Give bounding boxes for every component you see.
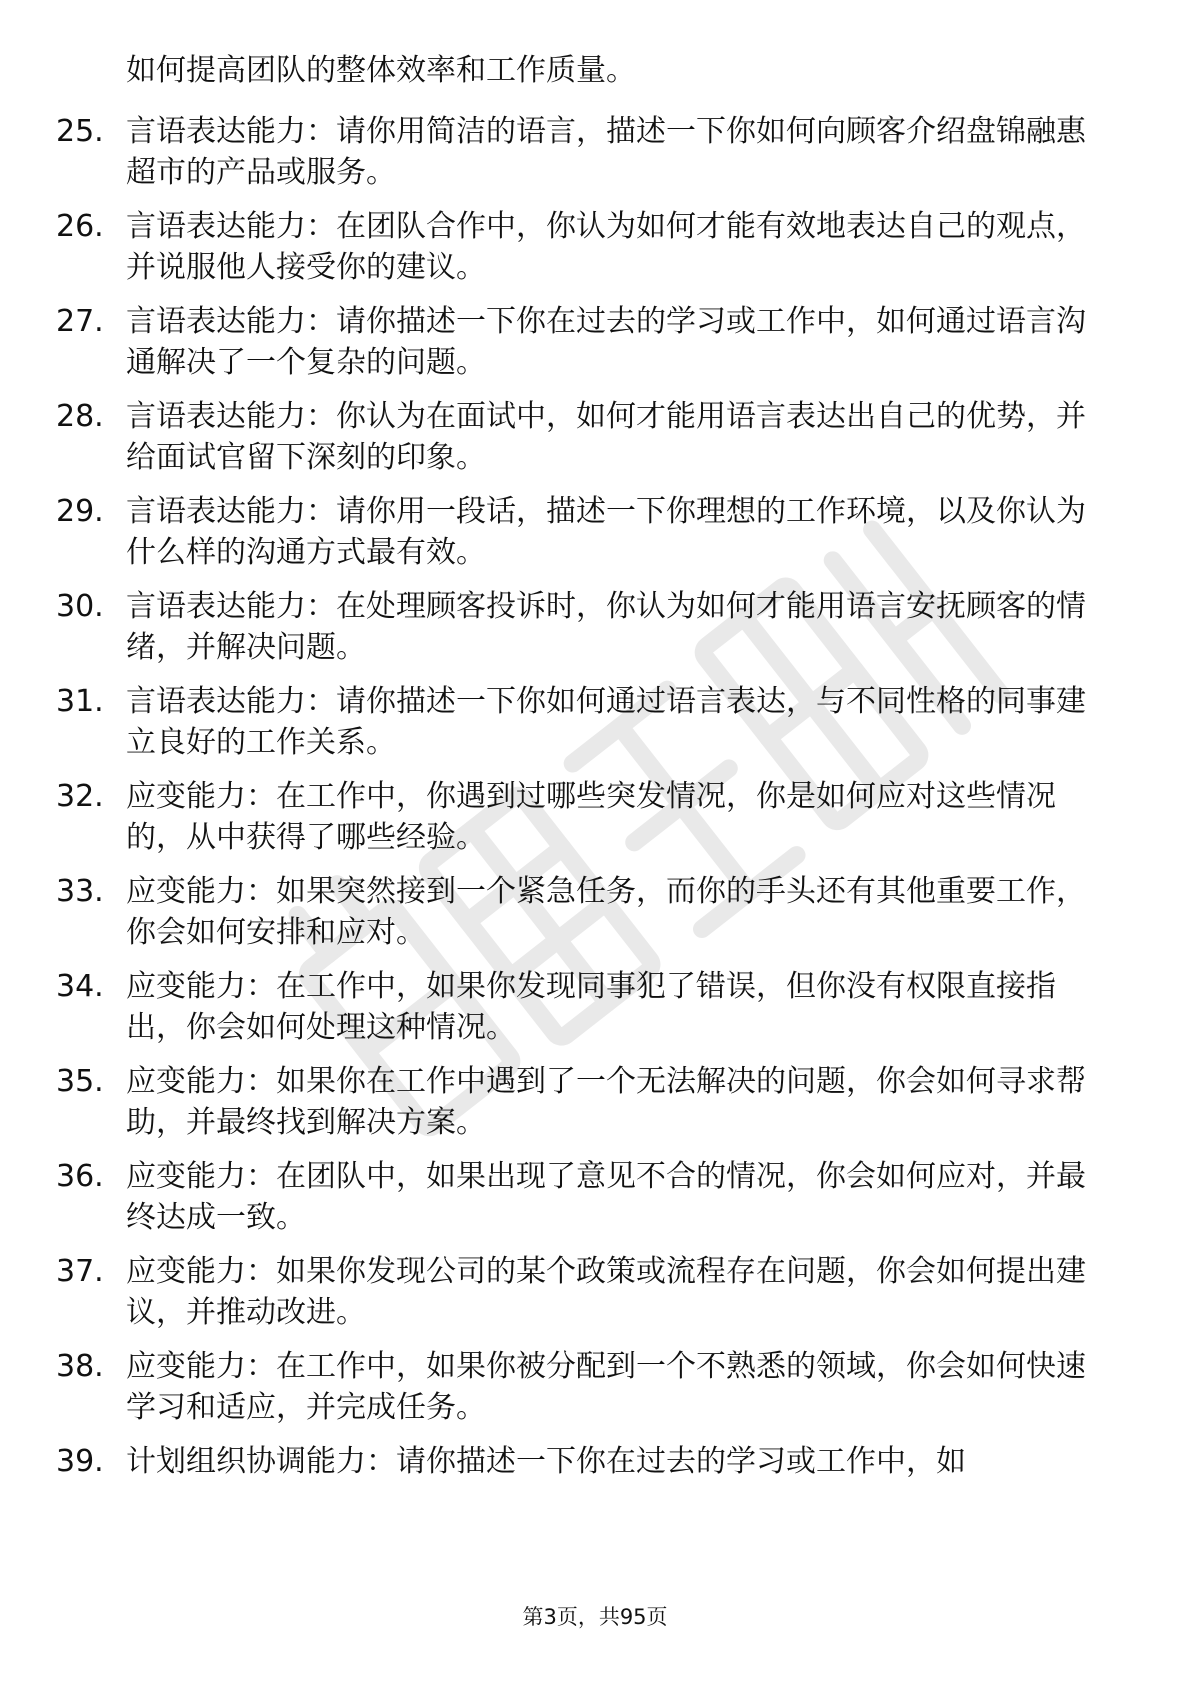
question-number: 26. — [56, 209, 104, 244]
list-item — [0, 776, 1190, 866]
list-item — [0, 1251, 1190, 1341]
question-number: 37. — [56, 1254, 104, 1289]
question-text: 言语表达能力：在处理顾客投诉时，你认为如何才能用语言安抚顾客的情绪，并解决问题。 — [126, 589, 1086, 665]
question-number: 35. — [56, 1064, 104, 1099]
question-text: 计划组织协调能力：请你描述一下你在过去的学习或工作中，如 — [126, 1444, 966, 1479]
question-number: 27. — [56, 304, 104, 339]
question-number: 32. — [56, 779, 104, 814]
question-number: 28. — [56, 399, 104, 434]
list-item — [0, 1346, 1190, 1436]
question-text: 应变能力：在团队中，如果出现了意见不合的情况，你会如何应对，并最终达成一致。 — [126, 1159, 1086, 1235]
question-number: 29. — [56, 494, 104, 529]
question-text: 言语表达能力：在团队合作中，你认为如何才能有效地表达自己的观点，并说服他人接受你的建议。 — [126, 209, 1086, 285]
list-item — [0, 966, 1190, 1056]
question-text: 应变能力：如果你在工作中遇到了一个无法解决的问题，你会如何寻求帮助，并最终找到解决方案。 — [126, 1064, 1086, 1140]
question-number: 30. — [56, 589, 104, 624]
list-item — [0, 871, 1190, 961]
question-text: 应变能力：在工作中，你遇到过哪些突发情况，你是如何应对这些情况的，从中获得了哪些经验。 — [126, 779, 1056, 855]
list-item — [0, 301, 1190, 391]
question-number: 34. — [56, 969, 104, 1004]
question-number: 31. — [56, 684, 104, 719]
question-number: 39. — [56, 1444, 104, 1479]
list-item — [0, 1441, 1190, 1487]
question-text: 言语表达能力：请你描述一下你如何通过语言表达，与不同性格的同事建立良好的工作关系。 — [126, 684, 1086, 760]
page-footer: 第3页，共95页 — [522, 1605, 668, 1629]
list-item — [0, 681, 1190, 771]
question-number: 36. — [56, 1159, 104, 1194]
question-number: 25. — [56, 114, 104, 149]
list-item — [0, 396, 1190, 486]
question-text: 应变能力：在工作中，如果你被分配到一个不熟悉的领域，你会如何快速学习和适应，并完成任务。 — [126, 1349, 1086, 1425]
question-text: 应变能力：如果你发现公司的某个政策或流程存在问题，你会如何提出建议，并推动改进。 — [126, 1254, 1086, 1330]
question-text: 言语表达能力：请你用一段话，描述一下你理想的工作环境，以及你认为什么样的沟通方式最有效。 — [126, 494, 1086, 570]
question-text: 应变能力：如果突然接到一个紧急任务，而你的手头还有其他重要工作，你会如何安排和应对。 — [126, 874, 1086, 950]
question-text: 言语表达能力：请你描述一下你在过去的学习或工作中，如何通过语言沟通解决了一个复杂的问题。 — [126, 304, 1086, 380]
question-text: 应变能力：在工作中，如果你发现同事犯了错误，但你没有权限直接指出，你会如何处理这种情况。 — [126, 969, 1056, 1045]
continuation-text: 如何提高团队的整体效率和工作质量。 — [126, 53, 636, 88]
list-item — [0, 206, 1190, 296]
question-number: 33. — [56, 874, 104, 909]
list-item — [0, 111, 1190, 201]
list-item — [0, 491, 1190, 581]
question-text: 言语表达能力：你认为在面试中，如何才能用语言表达出自己的优势，并给面试官留下深刻的印象。 — [126, 399, 1086, 475]
question-number: 38. — [56, 1349, 104, 1384]
list-item — [0, 586, 1190, 676]
list-item — [0, 1061, 1190, 1151]
list-item — [0, 1156, 1190, 1246]
question-text: 言语表达能力：请你用简洁的语言，描述一下你如何向顾客介绍盘锦融惠超市的产品或服务。 — [126, 114, 1086, 190]
